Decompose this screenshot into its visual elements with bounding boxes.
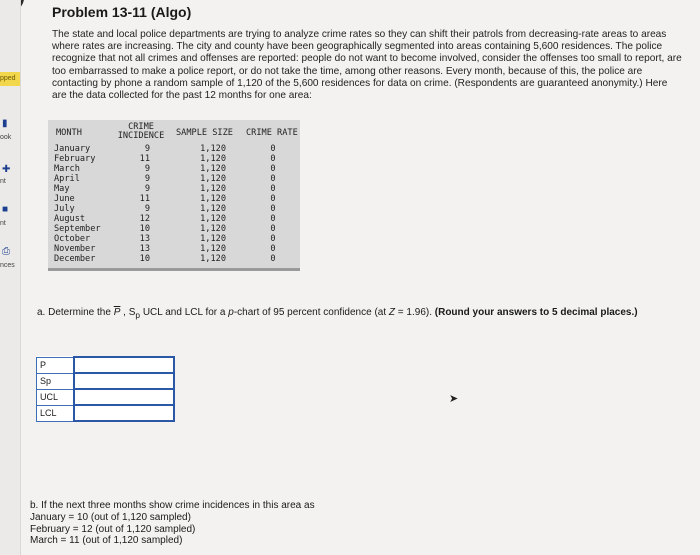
sidebar-item-label: pped xyxy=(0,75,16,82)
answer-row-p xyxy=(37,357,175,373)
p-subscript: p xyxy=(135,310,141,320)
left-sidebar xyxy=(0,0,21,555)
question-b-line: February = 12 (out of 1,120 sampled) xyxy=(30,523,196,535)
crime-data-table xyxy=(48,120,300,271)
hint-icon: ✚ xyxy=(2,164,11,175)
lcl-input[interactable] xyxy=(74,405,174,421)
question-a-text: , S xyxy=(120,307,136,318)
sidebar-item-references[interactable] xyxy=(0,262,15,269)
sidebar-item-label: ook xyxy=(0,134,12,141)
question-a-text: UCL and LCL for a xyxy=(140,307,229,318)
sidebar-item-label: nt xyxy=(0,178,6,185)
mouse-cursor-icon: ➤ xyxy=(449,393,459,405)
answer-label-sp: Sp xyxy=(37,373,75,389)
references-icon: ⎙ xyxy=(2,246,10,257)
sidebar-item-print[interactable] xyxy=(0,220,6,227)
month-column: January February March April May June July August September October November December xyxy=(54,144,101,264)
answer-label-ucl: UCL xyxy=(37,389,75,405)
answer-row-lcl xyxy=(37,405,175,421)
p-bar-symbol: $\overline{P}$ xyxy=(113,307,121,318)
question-b-line: January = 10 (out of 1,120 sampled) xyxy=(30,511,191,523)
header-incidence xyxy=(116,123,166,141)
answer-row-sp xyxy=(37,373,175,389)
header-incidence-line2: INCIDENCE xyxy=(117,131,165,141)
question-b xyxy=(30,500,315,547)
crime-rate-column: 0 0 0 0 0 0 0 0 0 0 0 0 xyxy=(270,144,276,264)
question-b-line: March = 11 (out of 1,120 sampled) xyxy=(30,535,183,547)
answer-label-p: P xyxy=(37,357,75,373)
question-a-text: = 1.96). xyxy=(395,307,435,318)
answer-label-lcl: LCL xyxy=(37,405,75,421)
sidebar-item-skipped[interactable] xyxy=(0,72,20,86)
sidebar-item-hint[interactable] xyxy=(0,178,6,185)
incidence-column: 9 11 9 9 9 11 9 12 10 13 13 10 xyxy=(139,144,150,264)
header-incidence-line1: CRIME xyxy=(128,122,154,132)
p-italic: p xyxy=(228,307,234,318)
answer-row-ucl xyxy=(37,389,175,405)
header-sample-size: SAMPLE SIZE xyxy=(176,128,233,138)
problem-intro: The state and local police departments are trying to analyze crime rates so they can shift their patrols from decreasing-rate areas to areas where rates are increasing. The city and county have been geographically segmented into areas containing 5,600 residences. The police recognize that not all crimes and offenses are reported: people do not want to become involved, consider the offenses too small to report, are too embarrassed to make a police report, or do not take the time, among other reasons. Every month, because of this, the police are contacting by phone a random sample of 1,120 of the 5,600 residences for data on crime. (Respondents are guaranteed anonymity.) Here are the data collected for the past 12 months for one area: xyxy=(52,29,682,102)
book-icon: ▮ xyxy=(2,118,8,129)
answer-table xyxy=(36,356,175,422)
sample-size-column: 1,120 1,120 1,120 1,120 1,120 1,120 1,120 1,120 1,120 1,120 1,120 1,120 xyxy=(200,144,226,264)
print-icon: ■ xyxy=(2,204,9,215)
question-a xyxy=(37,307,638,320)
question-b-line: b. If the next three months show crime incidences in this area as xyxy=(30,500,315,511)
sp-input[interactable] xyxy=(74,373,174,389)
sidebar-item-label: nces xyxy=(0,262,15,269)
ucl-input[interactable] xyxy=(74,389,174,405)
sidebar-item-ebook[interactable] xyxy=(0,134,11,141)
question-a-text: -chart of 95 percent confidence (at xyxy=(233,307,389,318)
question-a-text: a. Determine the xyxy=(37,307,114,318)
sidebar-item-label: nt xyxy=(0,220,6,227)
rounding-instruction: (Round your answers to 5 decimal places.) xyxy=(434,307,638,318)
header-crime-rate: CRIME RATE xyxy=(246,128,298,138)
p-input[interactable] xyxy=(74,357,174,373)
header-month: MONTH xyxy=(56,128,82,138)
page-title: Problem 13-11 (Algo) xyxy=(52,4,192,20)
z-italic: Z xyxy=(388,307,396,318)
